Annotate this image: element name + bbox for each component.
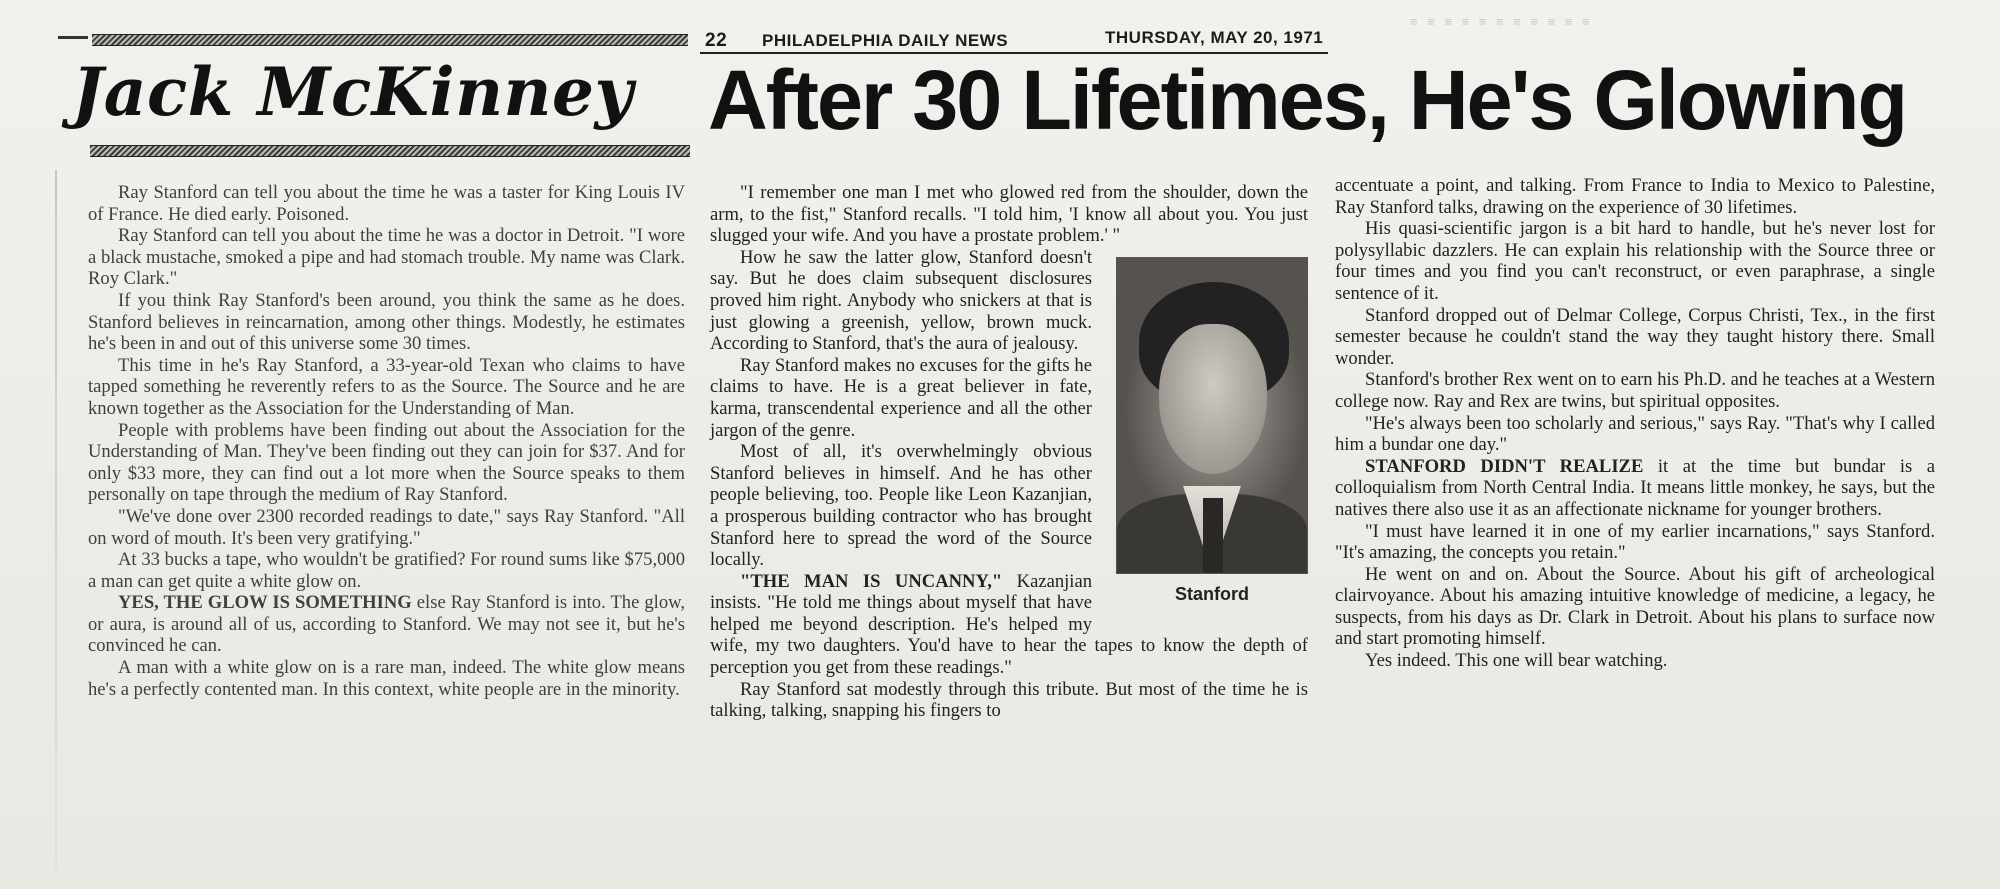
paragraph: [88, 592, 685, 657]
photo-figure: [1116, 257, 1308, 619]
paragraph: This time in he's Ray Stanford, a 33-year-old Texan who claims to have tapped something he reverently refers to as the Source. The Source and he are known together as the Association for the Understanding of Man.: [88, 354, 685, 419]
headline: After 30 Lifetimes, He's Glowing: [708, 53, 1907, 147]
paragraph: [1335, 175, 1935, 218]
paragraph: Ray Stanford makes no excuses for the gifts he claims to have. He is a great believer in fate, karma, transcendental experience and all the other jargon of the genre.: [710, 354, 1092, 441]
paragraph: Stanford dropped out of Delmar College, Corpus Christi, Tex., in the first semester because he couldn't stand the way they taught history there. Small wonder.: [1335, 304, 1935, 369]
paragraph: Yes indeed. This one will bear watching.: [1365, 650, 1668, 672]
portrait-photo: [1116, 257, 1308, 574]
paragraph: [1335, 456, 1935, 521]
paragraph: If you think Ray Stanford's been around, you think the same as he does. Stanford believes in reincarnation, among other things. Modestly, he estimates he's been in and out of this universe some 30 times.: [88, 289, 685, 355]
issue-date: THURSDAY, MAY 20, 1971: [1105, 28, 1324, 47]
columnist-name: Jack McKinney: [72, 53, 634, 131]
paragraph: "We've done over 2300 recorded readings to date," says Ray Stanford. "All on word of mouth. It's been very gratifying.": [88, 505, 685, 549]
paragraph: A man with a white glow on is a rare man, indeed. The white glow means he's a perfectly contented man. In this context, white people are in the minority.: [88, 657, 685, 700]
paragraph-lead-in: YES, THE GLOW IS SOMETHING: [118, 592, 412, 614]
paragraph: "I must have learned it in one of my earlier incarnations," says Stanford. "It's amazing, the concepts you retain.": [1335, 520, 1935, 564]
newspaper-name: PHILADELPHIA DAILY NEWS: [762, 31, 1009, 50]
paragraph-text: else Ray Stanford is into. The glow, or aura, is around all of us, according to Stanford. We may not see it, but he's convinced he can.: [88, 592, 685, 657]
paragraph-text: Kazanjian insists. "He told me things about myself that have helped me beyond description. He's helped my wife, my two daughters. You'd have to hear the tapes to know the depth of perception you get from these readings.": [710, 570, 1308, 679]
page-edge-shadow: [55, 170, 57, 870]
paragraph: "He's always been too scholarly and serious," says Ray. "That's why I called him a bundar one day.": [1335, 412, 1935, 456]
paragraph-text: it at the time but bundar is a colloquialism from North Central India. It means little monkey, he says, but the natives there also use it as an affectionate nickname for younger brothers.: [1335, 455, 1935, 520]
paragraph: He went on and on. About the Source. About his gift of archeological clairvoyance. About his amazing intuitive knowledge of medicine, a legacy, he suspects, from his days as Dr. Clark in Detroit. About his plans to surface now and start promoting himself.: [1335, 563, 1935, 650]
bleed-through-text: ≡ ≡ ≡ ≡ ≡ ≡ ≡ ≡ ≡ ≡ ≡: [1410, 14, 1593, 29]
paragraph-lead-in: STANFORD DIDN'T REALIZE: [1365, 455, 1644, 477]
paragraph: His quasi-scientific jargon is a bit hard to handle, but he's never lost for polysyllabic dazzlers. He can explain his relationship with the Source three or four times and you find you can't reconstruct, or even paraphrase, a single sentence of it.: [1335, 218, 1935, 304]
paragraph: How he saw the latter glow, Stanford doesn't say. But he does claim subsequent disclosures proved him right. Anybody who snickers at that is just glowing a greenish, yellow, brown muck. According to Stanford, that's the aura of jealousy.: [710, 246, 1092, 355]
paragraph: Most of all, it's overwhelmingly obvious Stanford believes in himself. And he has other people believing, too. People like Leon Kazanjian, a prosperous building contractor who has brought Stanford here to spread the word of the Source locally.: [710, 441, 1092, 571]
paragraph-lead-in: "THE MAN IS UNCANNY,": [740, 570, 1003, 592]
column-box-bottom-rule: [90, 145, 690, 157]
column-box-corner: [58, 36, 88, 39]
paragraph: At 33 bucks a tape, who wouldn't be gratified? For round sums like $75,000 a man can get quite a white glow on.: [88, 549, 685, 592]
paragraph-text: accentuate a point, and talking. From France to India to Mexico to Palestine, Ray Stanford talks, drawing on the experience of 30 lifetimes.: [1335, 175, 1935, 218]
paragraph: Ray Stanford sat modestly through this tribute. But most of the time he is talking, talking, snapping his fingers to: [710, 678, 1308, 722]
paragraph: "I remember one man I met who glowed red from the shoulder, down the arm, to the fist," Stanford recalls. "I told him, 'I know all about you. You just slugged your wife. And you have a prostate problem.' ": [710, 182, 1308, 247]
column-box-top-rule: [92, 34, 688, 46]
photo-caption: Stanford: [1175, 583, 1249, 604]
article-column-2: [710, 182, 1308, 722]
paragraph: Stanford's brother Rex went on to earn his Ph.D. and he teaches at a Western college now. Ray and Rex are twins, but spiritual opposites.: [1335, 369, 1935, 412]
article-column-3: [1335, 175, 1935, 672]
paragraph: Ray Stanford can tell you about the time he was a doctor in Detroit. "I wore a black mustache, smoked a pipe and had stomach trouble. My name was Clark. Roy Clark.": [88, 225, 685, 290]
paragraph: Ray Stanford can tell you about the time he was a taster for King Louis IV of France. He died early. Poisoned.: [88, 182, 685, 225]
article-column-1: [88, 182, 685, 700]
page-number: 22: [705, 30, 728, 51]
paragraph: People with problems have been finding out about the Association for the Understanding of Man. They've been finding out they can join for $37. And for only $33 more, they can find out a lot more when the Source speaks to them personally on tape through the medium of Ray Stanford.: [88, 419, 685, 506]
